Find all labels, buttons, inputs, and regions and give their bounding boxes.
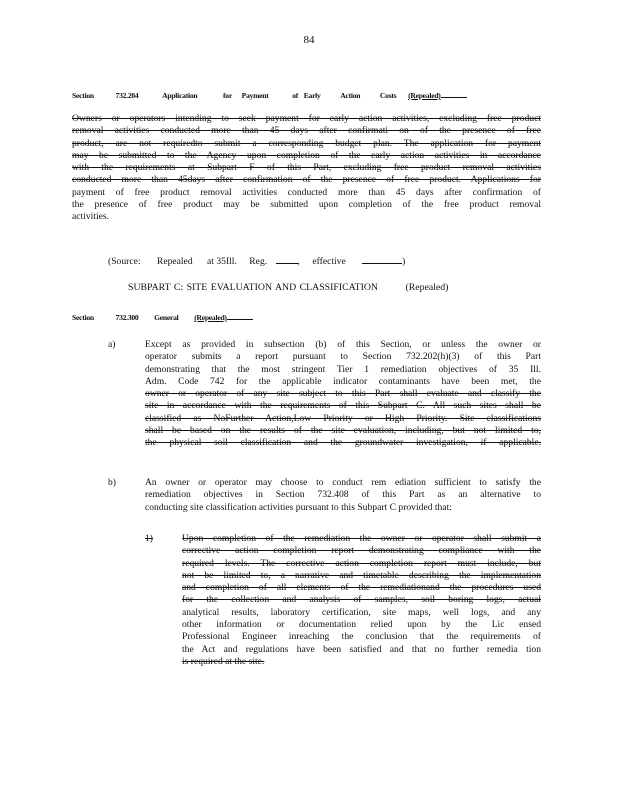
- struck-line: Upon completion of the remediation the owner or operator shall submit a: [182, 533, 541, 544]
- text-line: analytical results, laboratory certification, site maps, well logs, and any: [182, 606, 541, 618]
- item-a-text: [145, 339, 541, 450]
- title-word: Application: [162, 91, 198, 100]
- struck-line: is required at the site.: [182, 655, 265, 667]
- source-effective: effective: [312, 256, 346, 267]
- struck-line: corrective action completion report demonstrating compliance with the: [182, 545, 541, 557]
- text-line: conducting site classification activities pursuant to this Subpart C provided that:: [145, 501, 452, 513]
- source-note: [108, 254, 405, 267]
- struck-line: required levels. The corrective action completion report must include, but: [182, 557, 541, 569]
- section-code: 732.300: [115, 313, 139, 322]
- section-word: Section: [72, 313, 94, 322]
- title-word: Action: [340, 91, 361, 100]
- struck-line: removal activities conducted more than 45 days after confirmati on of the presence of free: [72, 125, 541, 137]
- text-line: the Act and regulations have been satisfied and that no further remedia tion: [182, 643, 541, 655]
- title-word: of: [292, 91, 299, 100]
- item-a-label: a): [108, 339, 116, 350]
- struck-line: conducted more than 45days after confirmation of the presence of free product. Applications for: [72, 174, 541, 186]
- text-line: Except as provided in subsection (b) of this Section, or unless the owner or: [145, 339, 541, 350]
- subpart-status: (Repealed): [405, 282, 449, 293]
- section-word: Section: [72, 91, 94, 100]
- blank-line: [276, 254, 298, 264]
- text-line: Professional Engineer inreaching the conclusion that the requirements of: [182, 631, 541, 643]
- title-word: Costs: [379, 91, 397, 100]
- item-b1-label: 1): [145, 533, 153, 544]
- title-word: for: [223, 91, 232, 100]
- text-line: the presence of free product may be submitted upon completion of the free product removal: [72, 199, 541, 211]
- underline-rule: [227, 312, 253, 320]
- source-repealed: Repealed: [156, 256, 193, 267]
- text-line: operator submits a report pursuant to Section 732.202(h)(3) of this Part: [145, 351, 541, 363]
- struck-line: Owners or operators intending to seek payment for early action activities, excluding free product: [72, 113, 541, 124]
- text-line: other information or documentation relied upon by the Lic ensed: [182, 619, 541, 631]
- struck-line: may be submitted to the Agency upon completion of the early action activities in accordance: [72, 149, 541, 161]
- source-at: at 35Ill.: [207, 256, 237, 267]
- item-b1-text: [182, 533, 541, 668]
- section-732-204-heading: [72, 90, 467, 100]
- struck-line: the physical soil classification and the groundwater investigation, if applicable.: [145, 437, 541, 449]
- struck-line: product, are not requiredto submit a corresponding budget plan. The application for payment: [72, 137, 541, 149]
- item-b-text: [145, 477, 541, 514]
- underline-rule: [441, 90, 467, 98]
- struck-line: with the requirements at Subpart F of this Part, excluding free product removal activities: [72, 162, 541, 174]
- source-close: ): [402, 256, 406, 267]
- item-b-label: b): [108, 477, 116, 488]
- text-line: An owner or operator may choose to conduct rem ediation sufficient to satisfy the: [145, 477, 541, 488]
- title-word: Payment: [241, 91, 269, 100]
- source-reg: Reg.: [249, 256, 268, 267]
- title-word: Early: [303, 91, 321, 100]
- section-title: General: [154, 313, 179, 322]
- blank-line: [362, 254, 402, 264]
- text-line: remediation objectives in Section 732.408 of this Part as an alternative to: [145, 489, 541, 501]
- struck-line: owner or operator of any site subject to this Part shall evaluate and classify the: [145, 388, 541, 400]
- page-number: 84: [303, 34, 315, 46]
- text-line: activities.: [72, 211, 110, 223]
- struck-line: site in accordance with the requirements of this Subpart C. All such sites shall be: [145, 400, 541, 412]
- subpart-title: SUBPART C: SITE EVALUATION AND CLASSIFICATION: [128, 282, 379, 293]
- text-line: payment of free product removal activities conducted more than 45 days after confirmation of: [72, 186, 541, 198]
- subpart-c-heading: [128, 282, 448, 293]
- struck-line: and completion of all elements of the remediationand the procedures used: [182, 582, 541, 594]
- struck-line: not be limited to, a narrative and timetable describing the implementation: [182, 569, 541, 581]
- source-comma: ,: [297, 256, 300, 267]
- text-line: demonstrating that the most stringent Tier 1 remediation objectives of 35 Ill.: [145, 363, 541, 375]
- struck-line: shall be based on the results of the site evaluation, including, but not limited to,: [145, 425, 541, 437]
- section-732-300-heading: [72, 312, 253, 322]
- struck-line: for the collection and analysis of samples, soil boring logs, actual: [182, 594, 541, 606]
- source-prefix: (Source:: [108, 256, 141, 267]
- text-line: Adm. Code 742 for the applicable indicator contaminants have been met, the: [145, 375, 541, 387]
- repealed-status: (Repealed): [194, 313, 227, 322]
- repealed-status: (Repealed): [408, 91, 441, 100]
- struck-line: classified as NoFurther Action,Low Priority or High Priority. Site classifications: [145, 412, 541, 424]
- section-code: 732.204: [115, 91, 139, 100]
- section-732-204-paragraph: [72, 113, 541, 224]
